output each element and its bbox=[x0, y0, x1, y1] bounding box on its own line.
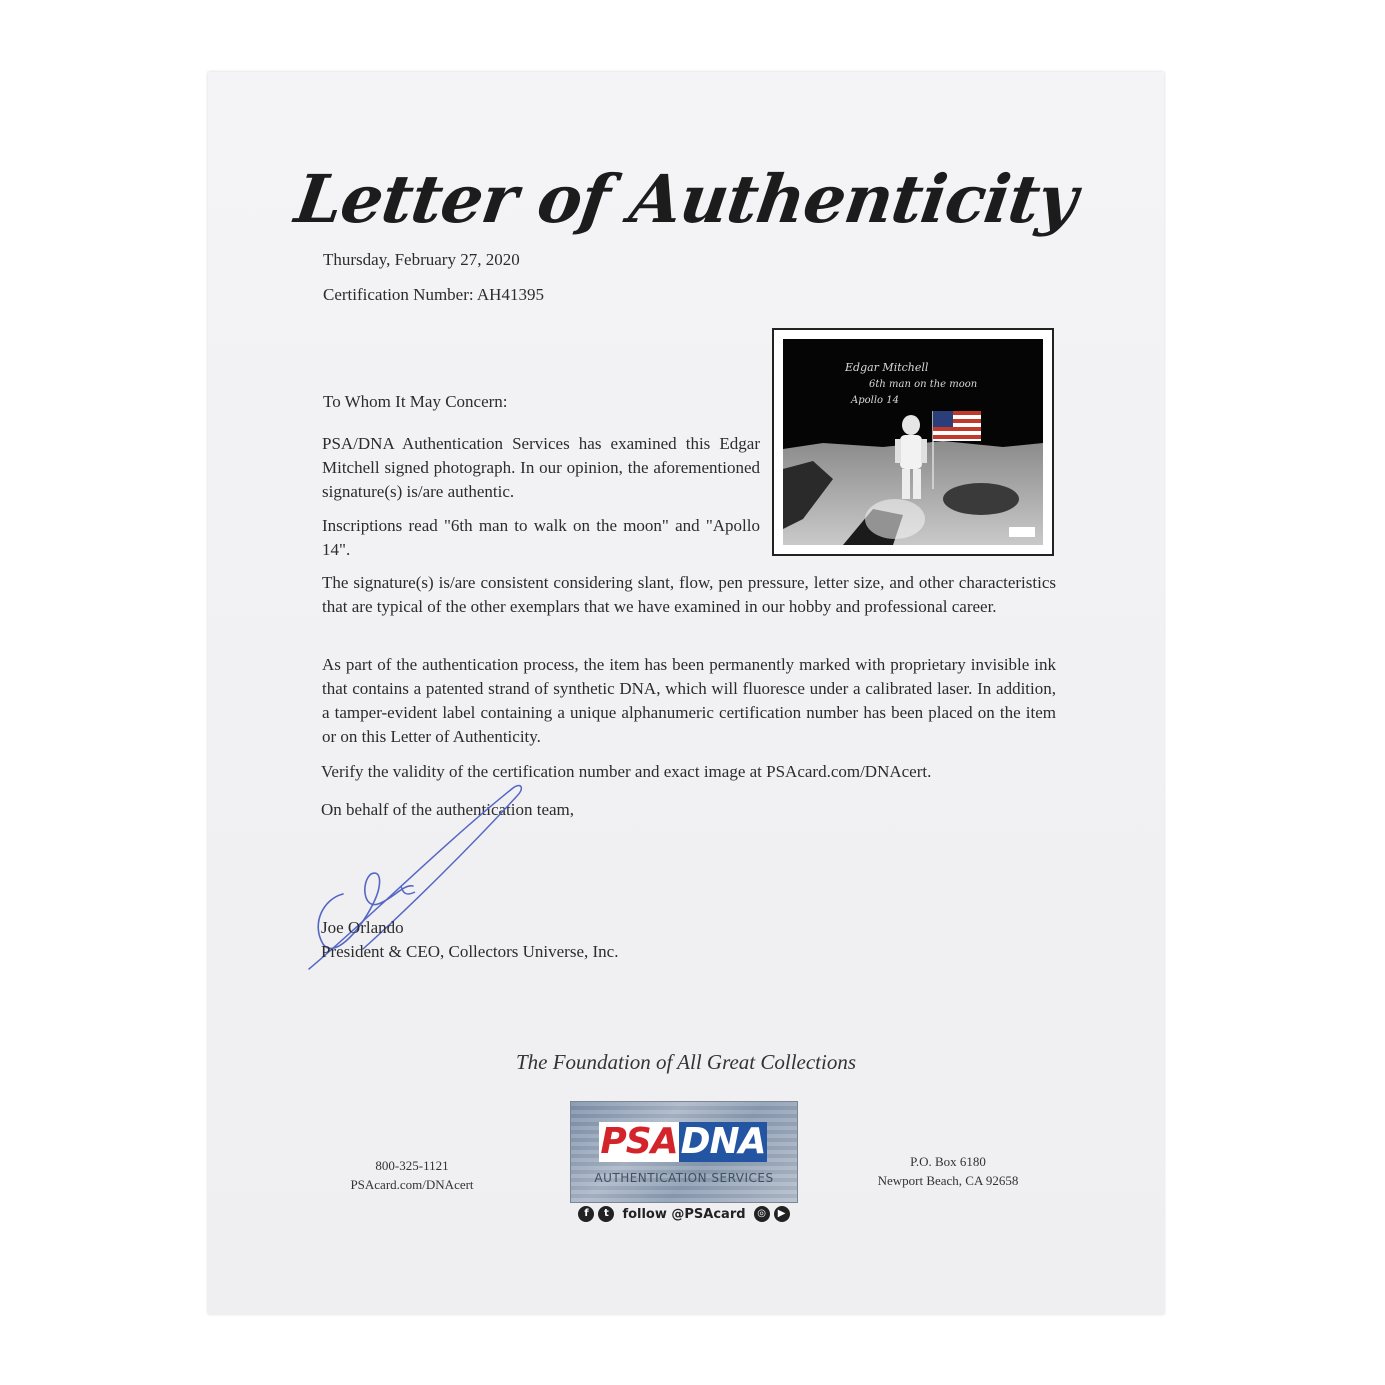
signed-photo bbox=[783, 339, 1043, 545]
logo-psa-text: PSA bbox=[600, 1121, 678, 1162]
signer-name: Joe Orlando bbox=[321, 918, 404, 937]
paragraph-inscriptions: Inscriptions read "6th man to walk on the moon" and "Apollo 14". bbox=[322, 516, 760, 559]
photo-inscription-line-1: Edgar Mitchell bbox=[845, 361, 929, 374]
footer-address-line2: Newport Beach, CA 92658 bbox=[877, 1173, 1019, 1188]
psa-sticker bbox=[1009, 527, 1035, 537]
logo-dna-text: DNA bbox=[680, 1121, 766, 1162]
follow-handle: follow @PSAcard bbox=[622, 1206, 746, 1222]
instagram-icon: ◎ bbox=[754, 1206, 770, 1222]
verify-statement: Verify the validity of the certification number and exact image at PSAcard.com/DNAcert. bbox=[321, 762, 932, 781]
signed-photo-frame bbox=[772, 328, 1054, 556]
footer-tagline: The Foundation of All Great Collections bbox=[515, 1050, 857, 1074]
letter-date: Thursday, February 27, 2020 bbox=[323, 250, 520, 269]
paragraph-examination: PSA/DNA Authentication Services has examined this Edgar Mitchell signed photograph. In our opinion, the aforementioned signature(s) is/are authentic. bbox=[322, 434, 760, 501]
photo-inscription-line-3: Apollo 14 bbox=[851, 395, 899, 406]
signer-title: President & CEO, Collectors Universe, Inc. bbox=[321, 942, 619, 961]
logo-subtitle: AUTHENTICATION SERVICES bbox=[594, 1171, 774, 1185]
letter-title: Letter of Authenticity bbox=[290, 160, 1082, 238]
certification-number: Certification Number: AH41395 bbox=[323, 285, 544, 304]
photo-inscription-line-2: 6th man on the moon bbox=[869, 379, 978, 390]
psa-dna-logo bbox=[570, 1101, 798, 1203]
footer-contact-left bbox=[328, 1156, 496, 1194]
footer-contact-right bbox=[848, 1152, 1048, 1190]
footer-website: PSAcard.com/DNAcert bbox=[350, 1177, 474, 1192]
paragraph-consistency: The signature(s) is/are consistent considering slant, flow, pen pressure, letter size, and other characteristics that are typical of the other exemplars that we have examined in our hobby and professional career. bbox=[322, 573, 1056, 616]
twitter-icon: t bbox=[598, 1206, 614, 1222]
letter-page bbox=[208, 72, 1164, 1314]
behalf-statement: On behalf of the authentication team, bbox=[321, 800, 575, 819]
greeting: To Whom It May Concern: bbox=[323, 392, 508, 411]
facebook-icon: f bbox=[578, 1206, 594, 1222]
social-follow-bar bbox=[574, 1203, 794, 1225]
footer-address-line1: P.O. Box 6180 bbox=[910, 1154, 986, 1169]
footer-phone: 800-325-1121 bbox=[375, 1158, 449, 1173]
youtube-icon: ▶ bbox=[774, 1206, 790, 1222]
paragraph-dna-process: As part of the authentication process, the item has been permanently marked with proprietary invisible ink that contains a patented strand of synthetic DNA, which will fluoresce under a calibrated laser. In addition, a tamper-evident label containing a unique alphanumeric certification number has been placed on the item or on this Letter of Authenticity. bbox=[322, 655, 1056, 746]
